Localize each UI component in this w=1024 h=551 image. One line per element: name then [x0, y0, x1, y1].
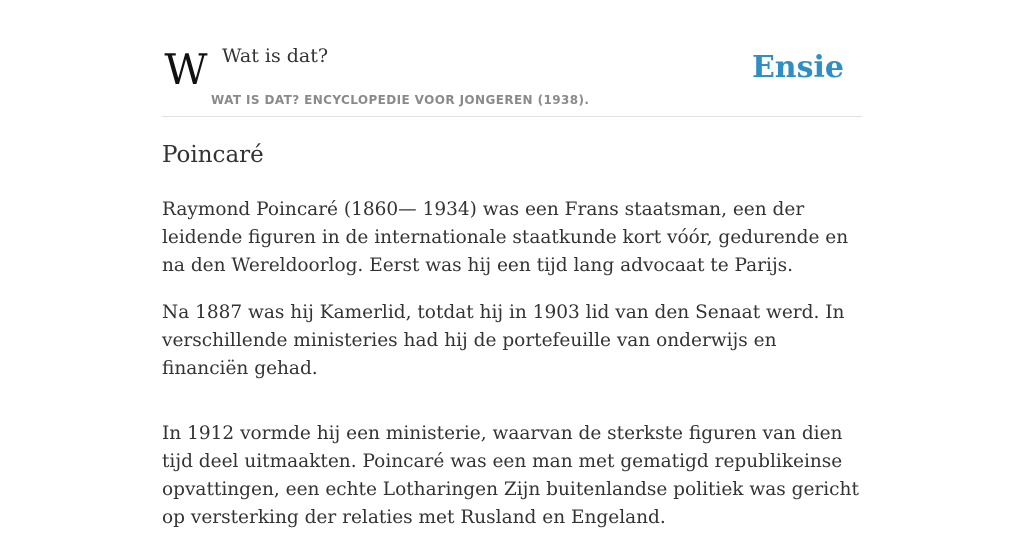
wikipedia-w-icon[interactable] — [164, 45, 208, 94]
article — [162, 138, 862, 551]
site-header — [162, 0, 862, 117]
site-subtitle: WAT IS DAT? ENCYCLOPEDIE VOOR JONGEREN (1938). — [211, 93, 590, 107]
ensie-logo-link[interactable]: Ensie — [751, 50, 844, 85]
svg-text:W: W — [164, 45, 208, 94]
article-paragraph: In 1912 vormde hij een ministerie, waarvan de sterkste figuren van dien tijd deel uitmaakten. Poincaré was een man met gematigd republikeinse opvattingen, een echte Lotharingen Zijn buitenlandse politiek was gericht op versterking der relaties met Rusland en Engeland. — [162, 423, 859, 528]
article-paragraph: Na 1887 was hij Kamerlid, totdat hij in 1903 lid van den Senaat werd. In verschillende ministeries had hij de portefeuille van onderwijs en financiën gehad. — [162, 302, 845, 379]
article-paragraph: Raymond Poincaré (1860— 1934) was een Frans staatsman, een der leidende figuren in de internationale staatkunde kort vóór, gedurende en na den Wereldoorlog. Eerst was hij een tijd lang advocaat te Parijs. — [162, 199, 849, 276]
article-title: Poincaré — [162, 142, 264, 168]
site-title[interactable]: Wat is dat? — [222, 45, 329, 67]
